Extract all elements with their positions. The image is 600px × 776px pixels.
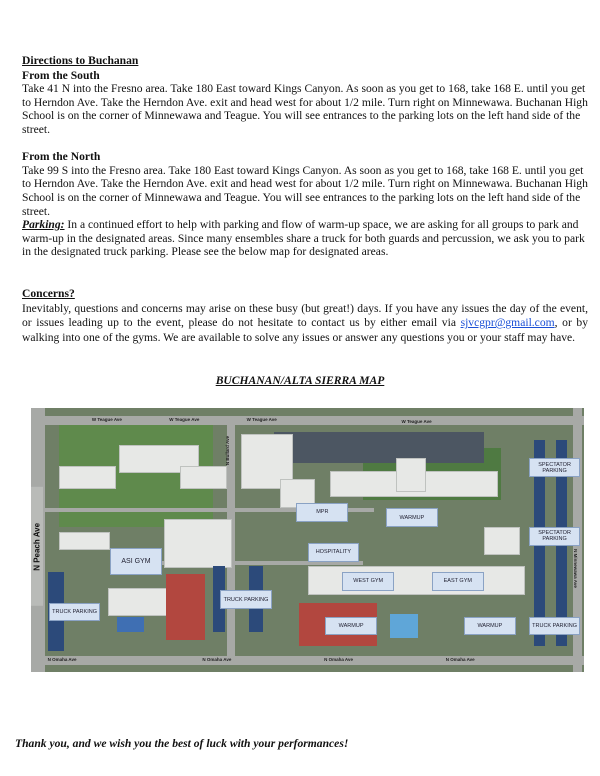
from-south-text: Take 41 N into the Fresno area. Take 180 East toward Kings Canyon. As soon as you get to 168, take 168 E. until you get to Herndon Ave. Take the Herndon Ave. exit and head west for about 1/2 mile. Turn right on Minnewawa. Buchanan High School is on the corner of Minnewawa and Teague. You will see entrances to the parking lots on the left hand side of the street. bbox=[22, 82, 588, 136]
from-south-title: From the South bbox=[22, 68, 100, 82]
directions-heading: Directions to Buchanan bbox=[22, 54, 139, 67]
map-label-mpr: MPR bbox=[296, 503, 348, 522]
map-label-warmup-courts: WARMUP bbox=[325, 617, 377, 636]
map-label-hospitality: HOSPITALITY bbox=[308, 543, 360, 562]
parking-label: Parking: bbox=[22, 218, 65, 232]
from-north-title: From the North bbox=[22, 150, 101, 164]
map-label-east-gym: EAST GYM bbox=[432, 572, 484, 591]
street-label-teague: W Teague Ave bbox=[246, 417, 277, 423]
map-title: BUCHANAN/ALTA SIERRA MAP bbox=[215, 374, 385, 387]
map-label-truck-parking: TRUCK PARKING bbox=[220, 590, 272, 609]
street-label-omaha: N Omaha Ave bbox=[202, 657, 232, 663]
concerns-heading: Concerns? bbox=[22, 287, 75, 300]
street-label-teague: W Teague Ave bbox=[169, 417, 200, 423]
closing-message: Thank you, and we wish you the best of luck with your performances! bbox=[15, 737, 349, 750]
street-label-omaha: N Omaha Ave bbox=[324, 657, 354, 663]
campus-map bbox=[31, 408, 584, 672]
map-label-warmup-north: WARMUP bbox=[386, 508, 438, 527]
street-label-bullard: N Bullard Ave bbox=[225, 435, 231, 465]
parking-text: In a continued effort to help with parking and flow of warm-up space, we are asking for all groups to park and warm-up in the designated areas. Since many ensembles share a truck for both guards and percussion, we ask you to park in the designated truck parking. Please see the below map for designated areas. bbox=[22, 218, 585, 259]
street-label-omaha: N Omaha Ave bbox=[47, 657, 77, 663]
street-label-omaha: N Omaha Ave bbox=[445, 657, 475, 663]
concerns-text-after: , or by walking into one of the gyms. We are available to solve any issues or answer any questions you or your staff may have. bbox=[22, 316, 589, 344]
concerns-text-before: Inevitably, questions and concerns may arise on these busy (but great!) days. If you have any issues the day of the event, or issues leading up to the event, please do not hesitate to contact us by either email via bbox=[22, 301, 588, 330]
concerns-text bbox=[22, 302, 588, 346]
map-label-truck-parking: TRUCK PARKING bbox=[49, 603, 101, 622]
street-label-minnewawa: N Minnewawa Ave bbox=[573, 549, 579, 589]
concerns-section bbox=[22, 287, 588, 345]
map-label-truck-parking: TRUCK PARKING bbox=[529, 617, 581, 636]
email-link[interactable]: sjvcgpr@gmail.com bbox=[460, 316, 555, 330]
map-label-spectator-parking: SPECTATOR PARKING bbox=[529, 458, 581, 477]
map-label-west-gym: WEST GYM bbox=[342, 572, 394, 591]
directions-section bbox=[22, 54, 588, 259]
parking-paragraph bbox=[22, 218, 588, 259]
from-north-text: Take 99 S into the Fresno area. Take 180 East toward Kings Canyon. As soon as you get to 168, take 168 E. until you get to Herndon Ave. Take the Herndon Ave. exit and head west for about 1/2 mile. Turn right on Minnewawa. Buchanan High School is on the corner of Minnewawa and Teague. You will see entrances to the parking lots on the left hand side of the street. bbox=[22, 163, 588, 218]
street-label-teague: W Teague Ave bbox=[91, 417, 122, 423]
map-label-warmup-east: WARMUP bbox=[464, 617, 516, 636]
map-label-spectator-parking: SPECTATOR PARKING bbox=[529, 527, 581, 546]
map-label-asi-gym: ASI GYM bbox=[110, 548, 163, 575]
street-label-peach: N Peach Ave bbox=[31, 487, 43, 606]
street-label-teague: W Teague Ave bbox=[401, 418, 432, 424]
